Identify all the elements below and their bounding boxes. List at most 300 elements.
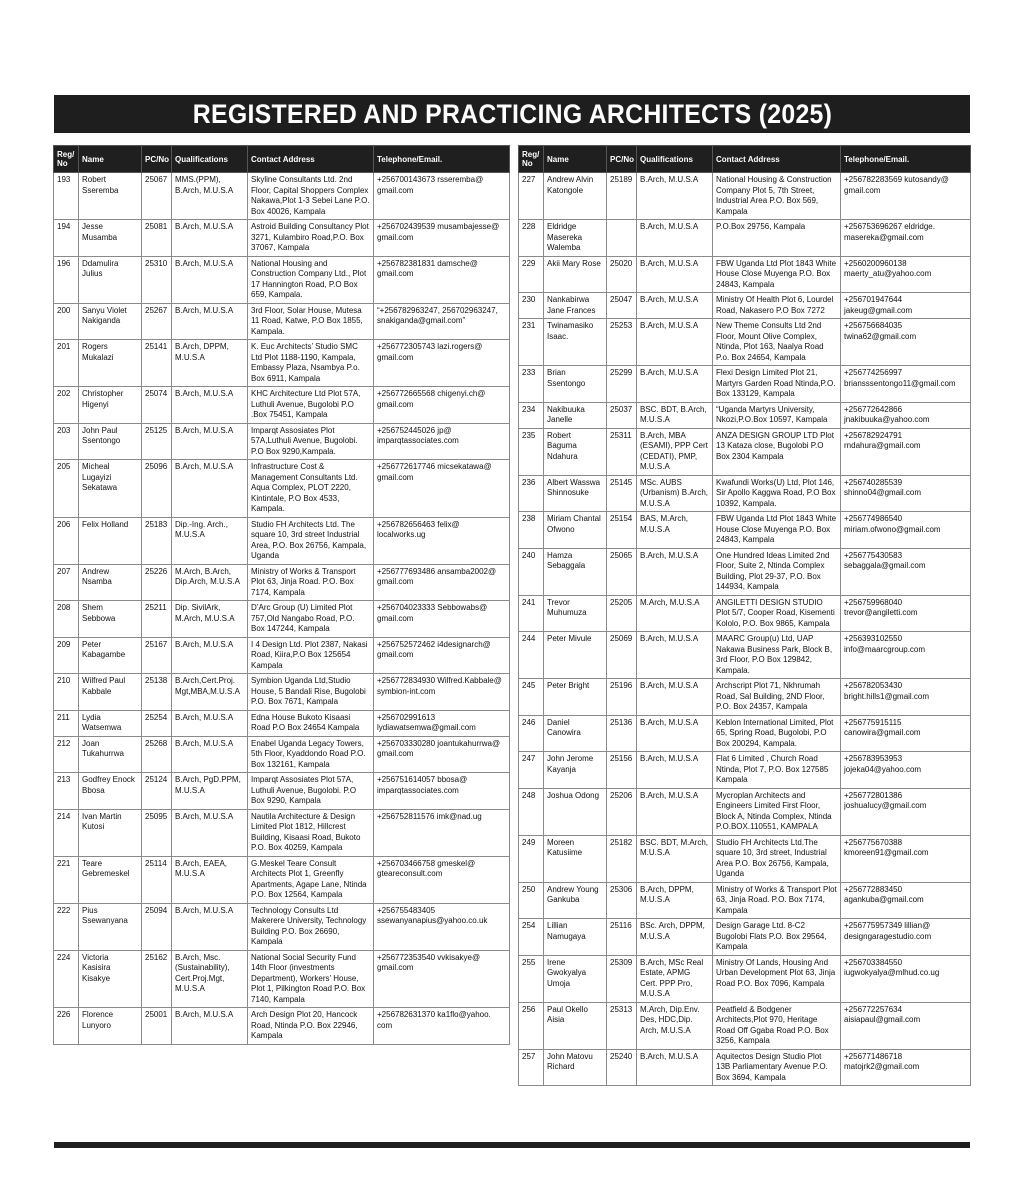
pc-no-cell: 25114 [142, 856, 172, 903]
contact-address-cell: G.Meskel Teare Consult Architects Plot 1, Greenfly Apartments, Agape Lane, Ntinda P.O. Box 12564, Kampala [248, 856, 374, 903]
reg-cell: 248 [519, 788, 544, 835]
telephone-email-cell: +256702991613 lydiawatsemwa@gmail.com [374, 710, 510, 736]
reg-cell: 240 [519, 548, 544, 595]
telephone-email-cell: +256772834930 Wilfred.Kabbale@ symbion-int.com [374, 674, 510, 711]
telephone-email-cell: +256752445026 jp@ imparqtassociates.com [374, 423, 510, 460]
name-cell: Jesse Musamba [79, 220, 142, 257]
qualifications-cell: B.Arch, M.U.S.A [637, 788, 713, 835]
telephone-email-cell: +256774986540 miriam.ofwono@gmail.com [841, 512, 971, 549]
pc-no-cell: 25309 [607, 955, 637, 1002]
table-row [519, 679, 971, 716]
contact-address-cell: Ministry Of Health Plot 6, Lourdel Road, Nakasero P.O Box 7272 [713, 293, 841, 319]
contact-address-cell: New Theme Consults Ltd 2nd Floor, Mount Olive Complex, Ntinda, Plot 163, Naalya Road P.o. Box 24654, Kampala [713, 319, 841, 366]
telephone-email-cell: +256703384550 iugwokyalya@mlhud.co.ug [841, 955, 971, 1002]
contact-address-cell: Technology Consults Ltd Makerere University, Technology Building P.O. Box 26690, Kampala [248, 903, 374, 950]
qualifications-cell: B.Arch, M.U.S.A [172, 387, 248, 424]
name-cell: Akii Mary Rose [544, 256, 607, 293]
contact-address-cell: Arch Design Plot 20, Hancock Road, Ntinda P.O. Box 22946, Kampala [248, 1008, 374, 1045]
table-row [54, 1008, 510, 1045]
name-cell: Nankabirwa Jane Frances [544, 293, 607, 319]
name-cell: Twinamasiko Isaac. [544, 319, 607, 366]
reg-cell: 238 [519, 512, 544, 549]
contact-address-cell: FBW Uganda Ltd Plot 1843 White House Close Muyenga P.O. Box 24843, Kampala [713, 256, 841, 293]
table-row [519, 220, 971, 257]
table-row [54, 460, 510, 518]
reg-cell: 209 [54, 637, 79, 674]
pc-no-cell: 25211 [142, 601, 172, 638]
table-row [519, 256, 971, 293]
name-cell: Trevor Muhumuza [544, 595, 607, 632]
qualifications-cell: B.Arch, M.U.S.A [637, 752, 713, 789]
reg-cell: 212 [54, 736, 79, 773]
footer-rule [54, 1142, 970, 1148]
name-cell: Albert Wasswa Shinnosuke [544, 475, 607, 512]
telephone-email-cell: +256704023333 Sebbowabs@ gmail.com [374, 601, 510, 638]
contact-address-cell: Imparqt Assosiates Plot 57A,Luthuli Avenue, Bugolobi. P.O Box 9290,Kampala. [248, 423, 374, 460]
name-cell: Micheal Lugayizi Sekatawa [79, 460, 142, 518]
pc-no-cell: 25299 [607, 366, 637, 403]
name-cell: Andrew Young Gankuba [544, 882, 607, 919]
name-cell: Christopher Higenyi [79, 387, 142, 424]
qualifications-cell: B.Arch,Cert.Proj. Mgt,MBA,M.U.S.A [172, 674, 248, 711]
pc-no-cell: 25306 [607, 882, 637, 919]
contact-address-cell: One Hundred Ideas Limited 2nd Floor, Suite 2, Ntinda Complex Building, Plot 29-37, P.O. Box 144934, Kampala [713, 548, 841, 595]
contact-address-cell: “Uganda Martyrs University, Nkozi,P.O.Box 10597, Kampala [713, 402, 841, 428]
qualifications-cell: BSc. Arch, DPPM, M.U.S.A [637, 919, 713, 956]
table-row [519, 752, 971, 789]
contact-address-cell: Enabel Uganda Legacy Towers, 5th Floor, Kyaddondo Road P.O. Box 132161, Kampala [248, 736, 374, 773]
table-row [519, 293, 971, 319]
telephone-email-cell: +256751614057 bbosa@ imparqtassociates.com [374, 773, 510, 810]
table-row [54, 220, 510, 257]
pc-no-cell: 25196 [607, 679, 637, 716]
pc-no-cell: 25313 [607, 1002, 637, 1049]
pc-no-cell: 25116 [607, 919, 637, 956]
pc-no-cell: 25094 [142, 903, 172, 950]
telephone-email-cell: +256782283569 kutosandy@ gmail.com [841, 173, 971, 220]
contact-address-cell: Flat 6 Limited , Church Road Ntinda, Plot 7, P.O. Box 127585 Kampala [713, 752, 841, 789]
qualifications-cell: B.Arch, EAEA, M.U.S.A [172, 856, 248, 903]
pc-no-cell: 25167 [142, 637, 172, 674]
reg-cell: 255 [519, 955, 544, 1002]
contact-address-cell: Archscript Plot 71, Nkhrumah Road, Sal Building, 2ND Floor, P.O. Box 24357, Kampala [713, 679, 841, 716]
contact-address-cell: FBW Uganda Ltd Plot 1843 White House Close Muyenga P.O. Box 24843, Kampala [713, 512, 841, 549]
reg-cell: 203 [54, 423, 79, 460]
contact-address-cell: Edna House Bukoto Kisaasi Road P.O Box 24654 Kampala [248, 710, 374, 736]
telephone-email-cell: +256777693486 ansamba2002@ gmail.com [374, 564, 510, 601]
reg-cell: 194 [54, 220, 79, 257]
telephone-email-cell: +256782924791 rndahura@gmail.com [841, 428, 971, 475]
pc-no-cell: 25001 [142, 1008, 172, 1045]
contact-address-cell: I 4 Design Ltd. Plot 2387, Nakasi Road, Kiira,P.O Box 125654 Kampala [248, 637, 374, 674]
contact-address-cell: Ministry Of Lands, Housing And Urban Development Plot 63, Jinja Road P.O. Box 7096, Kampala [713, 955, 841, 1002]
pc-no-cell: 25206 [607, 788, 637, 835]
contact-address-cell: Peatfield & Bodgener Architects,Plot 970, Heritage Road Off Ggaba Road P.O. Box 3256, Kampala [713, 1002, 841, 1049]
table-row [519, 919, 971, 956]
pc-no-cell: 25253 [607, 319, 637, 366]
telephone-email-cell: +256753696267 eldridge. masereka@gmail.com [841, 220, 971, 257]
pc-no-cell: 25067 [142, 173, 172, 220]
reg-cell: 244 [519, 632, 544, 679]
name-cell: John Paul Ssentongo [79, 423, 142, 460]
pc-no-cell: 25267 [142, 303, 172, 340]
header-address: Contact Address [248, 146, 374, 173]
name-cell: Miriam Chantal Ofwono [544, 512, 607, 549]
pc-no-cell: 25254 [142, 710, 172, 736]
contact-address-cell: Keblon International Limited, Plot 65, Spring Road, Bugolobi, P.O Box 200294, Kampala. [713, 715, 841, 752]
qualifications-cell: B.Arch, M.U.S.A [637, 366, 713, 403]
pc-no-cell: 25065 [607, 548, 637, 595]
name-cell: Felix Holland [79, 517, 142, 564]
reg-cell: 213 [54, 773, 79, 810]
table-row [54, 736, 510, 773]
contact-address-cell: National Housing and Construction Company Ltd., Plot 17 Hannington Road, P.O Box 659, Kampala. [248, 256, 374, 303]
pc-no-cell: 25182 [607, 835, 637, 882]
name-cell: Robert Sseremba [79, 173, 142, 220]
table-row [519, 548, 971, 595]
table-row [54, 809, 510, 856]
pc-no-cell: 25096 [142, 460, 172, 518]
pc-no-cell: 25095 [142, 809, 172, 856]
qualifications-cell: BAS, M.Arch, M.U.S.A [637, 512, 713, 549]
table-row [54, 340, 510, 387]
contact-address-cell: K. Euc Architects’ Studio SMC Ltd Plot 1188-1190, Kampala, Embassy Plaza, Nsambya P.o. Box 6911, Kampala [248, 340, 374, 387]
table-row [54, 303, 510, 340]
contact-address-cell: Aquitectos Design Studio Plot 13B Parliamentary Avenue P.O. Box 3694, Kampala [713, 1049, 841, 1086]
telephone-email-cell: +256701947644 jakeug@gmail.com [841, 293, 971, 319]
reg-cell: 214 [54, 809, 79, 856]
pc-no-cell: 25136 [607, 715, 637, 752]
qualifications-cell: B.Arch, M.U.S.A [637, 173, 713, 220]
name-cell: Nakibuuka Janelle [544, 402, 607, 428]
name-cell: Teare Gebremeskel [79, 856, 142, 903]
reg-cell: 202 [54, 387, 79, 424]
pc-no-cell: 25020 [607, 256, 637, 293]
pc-no-cell: 25138 [142, 674, 172, 711]
reg-cell: 205 [54, 460, 79, 518]
qualifications-cell: B.Arch, M.U.S.A [172, 256, 248, 303]
table-row [519, 366, 971, 403]
telephone-email-cell: +256775957349 lillian@ designgaragestudio.com [841, 919, 971, 956]
name-cell: Peter Bright [544, 679, 607, 716]
name-cell: Andrew Alvin Katongole [544, 173, 607, 220]
name-cell: John Matovu Richard [544, 1049, 607, 1086]
contact-address-cell: Symbion Uganda Ltd,Studio House, 5 Bandali Rise, Bugolobi P.O. Box 7671, Kampala [248, 674, 374, 711]
name-cell: Ivan Martin Kutosi [79, 809, 142, 856]
pc-no-cell: 25240 [607, 1049, 637, 1086]
pc-no-cell: 25183 [142, 517, 172, 564]
contact-address-cell: Studio FH Architects Ltd. The square 10, 3rd street Industrial Area, P.O. Box 26756, Kampala, Uganda [248, 517, 374, 564]
reg-cell: 193 [54, 173, 79, 220]
telephone-email-cell: +256782631370 ka1flo@yahoo. com [374, 1008, 510, 1045]
reg-cell: 206 [54, 517, 79, 564]
telephone-email-cell: +256393102550 info@maarcgroup.com [841, 632, 971, 679]
qualifications-cell: B.Arch, M.U.S.A [637, 293, 713, 319]
qualifications-cell: Dip.-Ing. Arch., M.U.S.A [172, 517, 248, 564]
contact-address-cell: Design Garage Ltd. 8-C2 Bugolobi Flats P.O. Box 29564, Kampala [713, 919, 841, 956]
telephone-email-cell: +256782656463 felix@ localworks.ug [374, 517, 510, 564]
contact-address-cell: Kwafundi Works(U) Ltd, Plot 146, Sir Apollo Kaggwa Road, P.O Box 10392, Kampala. [713, 475, 841, 512]
name-cell: Victoria Kasisira Kisakye [79, 950, 142, 1008]
qualifications-cell: B.Arch, DPPM, M.U.S.A [172, 340, 248, 387]
name-cell: John Jerome Kayanja [544, 752, 607, 789]
name-cell: Shem Sebbowa [79, 601, 142, 638]
table-row [519, 1049, 971, 1086]
pc-no-cell: 25145 [607, 475, 637, 512]
reg-cell: 235 [519, 428, 544, 475]
header-qualifications: Qualifications [172, 146, 248, 173]
reg-cell: 231 [519, 319, 544, 366]
telephone-email-cell: +256775670388 kmoreen91@gmail.com [841, 835, 971, 882]
name-cell: Joshua Odong [544, 788, 607, 835]
telephone-email-cell: +256702439539 musambajesse@ gmail.com [374, 220, 510, 257]
header-qualifications: Qualifications [637, 146, 713, 173]
name-cell: Wilfred Paul Kabbale [79, 674, 142, 711]
right-column [518, 145, 970, 1086]
telephone-email-cell: +256756684035 twina62@gmail.com [841, 319, 971, 366]
contact-address-cell: 3rd Floor, Solar House, Mutesa 11 Road, Katwe, P.O Box 1855, Kampala. [248, 303, 374, 340]
pc-no-cell: 25226 [142, 564, 172, 601]
reg-cell: 241 [519, 595, 544, 632]
table-row [54, 674, 510, 711]
qualifications-cell: B.Arch, M.U.S.A [637, 548, 713, 595]
pc-no-cell: 25037 [607, 402, 637, 428]
contact-address-cell: Imparqt Assosiates Plot 57A, Luthuli Avenue, Bugolobi. P.O Box 9290, Kampala [248, 773, 374, 810]
header-name: Name [79, 146, 142, 173]
qualifications-cell: B.Arch, M.U.S.A [637, 220, 713, 257]
contact-address-cell: National Housing & Construction Company Plot 5, 7th Street, Industrial Area P.O. Box 569, Kampala [713, 173, 841, 220]
qualifications-cell: B.Arch, M.U.S.A [172, 809, 248, 856]
page-title: REGISTERED AND PRACTICING ARCHITECTS (2025) [192, 98, 832, 129]
table-row [54, 903, 510, 950]
name-cell: Irene Gwokyalya Umoja [544, 955, 607, 1002]
qualifications-cell: B.Arch, M.U.S.A [172, 460, 248, 518]
name-cell: Paul Okello Aisia [544, 1002, 607, 1049]
pc-no-cell [607, 220, 637, 257]
qualifications-cell: B.Arch, PgD.PPM, M.U.S.A [172, 773, 248, 810]
table-row [519, 882, 971, 919]
name-cell: Brian Ssentongo [544, 366, 607, 403]
pc-no-cell: 25069 [607, 632, 637, 679]
telephone-email-cell: +256752572462 i4designarch@ gmail.com [374, 637, 510, 674]
table-row [54, 601, 510, 638]
contact-address-cell: ANZA DESIGN GROUP LTD Plot 13 Kataza close, Bugolobi P.O Box 2304 Kampala [713, 428, 841, 475]
reg-cell: 221 [54, 856, 79, 903]
reg-cell: 222 [54, 903, 79, 950]
reg-cell: 227 [519, 173, 544, 220]
telephone-email-cell: +256782053430 bright.hills1@gmail.com [841, 679, 971, 716]
name-cell: Daniel Canowira [544, 715, 607, 752]
qualifications-cell: B.Arch, M.U.S.A [172, 1008, 248, 1045]
header-telephone: Telephone/Email. [374, 146, 510, 173]
qualifications-cell: Dip. SivilArk, M.Arch, M.U.S.A [172, 601, 248, 638]
qualifications-cell: B.Arch, M.U.S.A [637, 256, 713, 293]
telephone-email-cell: +256771486718 matojrk2@gmail.com [841, 1049, 971, 1086]
telephone-email-cell: +256775915115 canowira@gmail.com [841, 715, 971, 752]
qualifications-cell: M.Arch, B.Arch, Dip.Arch, M.U.S.A [172, 564, 248, 601]
contact-address-cell: MAARC Group(u) Ltd, UAP Nakawa Business Park, Block B, 3rd Floor, P.O Box 129842, Kampala. [713, 632, 841, 679]
contact-address-cell: D’Arc Group (U) Limited Plot 757,Old Nangabo Road, P.O. Box 147244, Kampala [248, 601, 374, 638]
name-cell: Hamza Sebaggala [544, 548, 607, 595]
reg-cell: 236 [519, 475, 544, 512]
reg-cell: 200 [54, 303, 79, 340]
reg-cell: 233 [519, 366, 544, 403]
qualifications-cell: B.Arch, M.U.S.A [172, 220, 248, 257]
qualifications-cell: B.Arch, MSc Real Estate, APMG Cert. PPP Pro, M.U.S.A [637, 955, 713, 1002]
qualifications-cell: M.Arch, Dip.Env. Des, HDC,Dip. Arch, M.U.S.A [637, 1002, 713, 1049]
telephone-email-cell: +256772617746 micsekatawa@ gmail.com [374, 460, 510, 518]
table-header-row [54, 146, 510, 173]
table-row [54, 423, 510, 460]
name-cell: Godfrey Enock Bbosa [79, 773, 142, 810]
pc-no-cell: 25311 [607, 428, 637, 475]
header-address: Contact Address [713, 146, 841, 173]
contact-address-cell: Ministry of Works & Transport Plot 63, Jinja Road. P.O. Box 7174, Kampala [713, 882, 841, 919]
telephone-email-cell: +256772353540 vvkisakye@ gmail.com [374, 950, 510, 1008]
qualifications-cell: B.Arch, M.U.S.A [637, 679, 713, 716]
name-cell: Lydia Watsemwa [79, 710, 142, 736]
name-cell: Sanyu Violet Nakiganda [79, 303, 142, 340]
table-row [519, 475, 971, 512]
table-row [54, 710, 510, 736]
name-cell: Eldridge Masereka Walemba [544, 220, 607, 257]
contact-address-cell: Nautila Architecture & Design Limited Plot 1812, Hillcrest Building, Kisaasi Road, Bukoto P.O. Box 40259, Kampala [248, 809, 374, 856]
title-banner [54, 95, 970, 133]
qualifications-cell: B.Arch, MBA (ESAMI), PPP Cert (CEDATI), PMP, M.U.S.A [637, 428, 713, 475]
telephone-email-cell: +256782381831 damsche@ gmail.com [374, 256, 510, 303]
telephone-email-cell: +256774256997 briansssentongo11@gmail.com [841, 366, 971, 403]
qualifications-cell: MSc. AUBS (Urbanism) B.Arch, M.U.S.A [637, 475, 713, 512]
pc-no-cell: 25124 [142, 773, 172, 810]
qualifications-cell: B.Arch, M.U.S.A [637, 319, 713, 366]
telephone-email-cell: +256775430583 sebaggala@gmail.com [841, 548, 971, 595]
contact-address-cell: National Social Security Fund 14th Floor (investments Department), Workers’ House, Plot 1, Pilkington Road P.O. Box 7140, Kampala [248, 950, 374, 1008]
reg-cell: 228 [519, 220, 544, 257]
table-row [519, 319, 971, 366]
pc-no-cell: 25310 [142, 256, 172, 303]
reg-cell: 257 [519, 1049, 544, 1086]
pc-no-cell: 25154 [607, 512, 637, 549]
table-row [519, 428, 971, 475]
name-cell: Ddamulira Julius [79, 256, 142, 303]
reg-cell: 249 [519, 835, 544, 882]
header-telephone: Telephone/Email. [841, 146, 971, 173]
table-row [54, 856, 510, 903]
reg-cell: 245 [519, 679, 544, 716]
telephone-email-cell: +256772665568 chigenyi.ch@ gmail.com [374, 387, 510, 424]
table-row [519, 1002, 971, 1049]
table-row [519, 788, 971, 835]
telephone-email-cell: +256783953953 jojeka04@yahoo.com [841, 752, 971, 789]
left-column [53, 145, 509, 1045]
pc-no-cell: 25081 [142, 220, 172, 257]
table-body-left [54, 173, 510, 1045]
pc-no-cell: 25074 [142, 387, 172, 424]
contact-address-cell: ANGILETTI DESIGN STUDIO Plot 5/7, Cooper Road, Kisementi Kololo, P.O. Box 9865, Kampala [713, 595, 841, 632]
table-row [54, 256, 510, 303]
telephone-email-cell: +2560200960138 maerty_atu@yahoo.com [841, 256, 971, 293]
contact-address-cell: P.O.Box 29756, Kampala [713, 220, 841, 257]
name-cell: Pius Ssewanyana [79, 903, 142, 950]
table-row [54, 637, 510, 674]
table-row [519, 595, 971, 632]
name-cell: Peter Kabagambe [79, 637, 142, 674]
table-row [54, 773, 510, 810]
qualifications-cell: B.Arch, DPPM, M.U.S.A [637, 882, 713, 919]
table-row [519, 715, 971, 752]
qualifications-cell: M.Arch, M.U.S.A [637, 595, 713, 632]
reg-cell: 256 [519, 1002, 544, 1049]
telephone-email-cell: +256700143673 rsseremba@ gmail.com [374, 173, 510, 220]
reg-cell: 229 [519, 256, 544, 293]
telephone-email-cell: +256703330280 joantukahurrwa@ gmail.com [374, 736, 510, 773]
contact-address-cell: Ministry of Works & Transport Plot 63, Jinja Road. P.O. Box 7174, Kampala [248, 564, 374, 601]
reg-cell: 210 [54, 674, 79, 711]
name-cell: Joan Tukahurrwa [79, 736, 142, 773]
reg-cell: 250 [519, 882, 544, 919]
pc-no-cell: 25141 [142, 340, 172, 387]
telephone-email-cell: +256772801386 joshualucy@gmail.com [841, 788, 971, 835]
table-row [54, 517, 510, 564]
qualifications-cell: B.Arch, M.U.S.A [637, 632, 713, 679]
qualifications-cell: B.Arch, M.U.S.A [172, 423, 248, 460]
contact-address-cell: Studio FH Architects Ltd.The square 10, 3rd street, Industrial Area P.O. Box 26756, Kampala, Uganda [713, 835, 841, 882]
reg-cell: 224 [54, 950, 79, 1008]
qualifications-cell: MMS.(PPM), B.Arch, M.U.S.A [172, 173, 248, 220]
table-row [519, 835, 971, 882]
table-row [519, 402, 971, 428]
name-cell: Lillian Namugaya [544, 919, 607, 956]
header-pc: PC/No [142, 146, 172, 173]
qualifications-cell: B.Arch, M.U.S.A [172, 710, 248, 736]
reg-cell: 247 [519, 752, 544, 789]
telephone-email-cell: +256755483405 ssewanyanapius@yahoo.co.uk [374, 903, 510, 950]
name-cell: Rogers Mukalazi [79, 340, 142, 387]
qualifications-cell: B.Arch, M.U.S.A [637, 1049, 713, 1086]
telephone-email-cell: +256772642866 jnakibuuka@yahoo.com [841, 402, 971, 428]
pc-no-cell: 25189 [607, 173, 637, 220]
table-row [519, 173, 971, 220]
contact-address-cell: Astroid Building Consultancy Plot 3271, Kulambiro Road,P.O. Box 37067, Kampala [248, 220, 374, 257]
table-row [54, 564, 510, 601]
pc-no-cell: 25205 [607, 595, 637, 632]
header-reg: Reg/ No [54, 146, 79, 173]
qualifications-cell: B.Arch, M.U.S.A [172, 303, 248, 340]
qualifications-cell: BSC. BDT, B.Arch, M.U.S.A [637, 402, 713, 428]
reg-cell: 201 [54, 340, 79, 387]
pc-no-cell: 25047 [607, 293, 637, 319]
contact-address-cell: Mycroplan Architects and Engineers Limited First Floor, Block A, Ntinda Complex, Ntinda P.O.BOX.110551, KAMPALA [713, 788, 841, 835]
name-cell: Moreen Katusiime [544, 835, 607, 882]
qualifications-cell: B.Arch, M.U.S.A [172, 637, 248, 674]
reg-cell: 246 [519, 715, 544, 752]
contact-address-cell: Flexi Design Limited Plot 21, Martyrs Garden Road Ntinda,P.O. Box 133129, Kampala [713, 366, 841, 403]
qualifications-cell: B.Arch, M.U.S.A [172, 903, 248, 950]
telephone-email-cell: +256772305743 lazi.rogers@ gmail.com [374, 340, 510, 387]
header-name: Name [544, 146, 607, 173]
telephone-email-cell: +256752811576 imk@nad.ug [374, 809, 510, 856]
table-header-row [519, 146, 971, 173]
architects-table-right [518, 145, 971, 1086]
name-cell: Robert Baguma Ndahura [544, 428, 607, 475]
name-cell: Andrew Nsamba [79, 564, 142, 601]
name-cell: Peter Mivule [544, 632, 607, 679]
reg-cell: 207 [54, 564, 79, 601]
telephone-email-cell: +256772883450 agankuba@gmail.com [841, 882, 971, 919]
table-row [519, 955, 971, 1002]
header-reg: Reg/ No [519, 146, 544, 173]
contact-address-cell: Infrastructure Cost & Management Consultants Ltd. Aqua Complex, PLOT 2220, Kintintale, P.O Box 4533, Kampala. [248, 460, 374, 518]
